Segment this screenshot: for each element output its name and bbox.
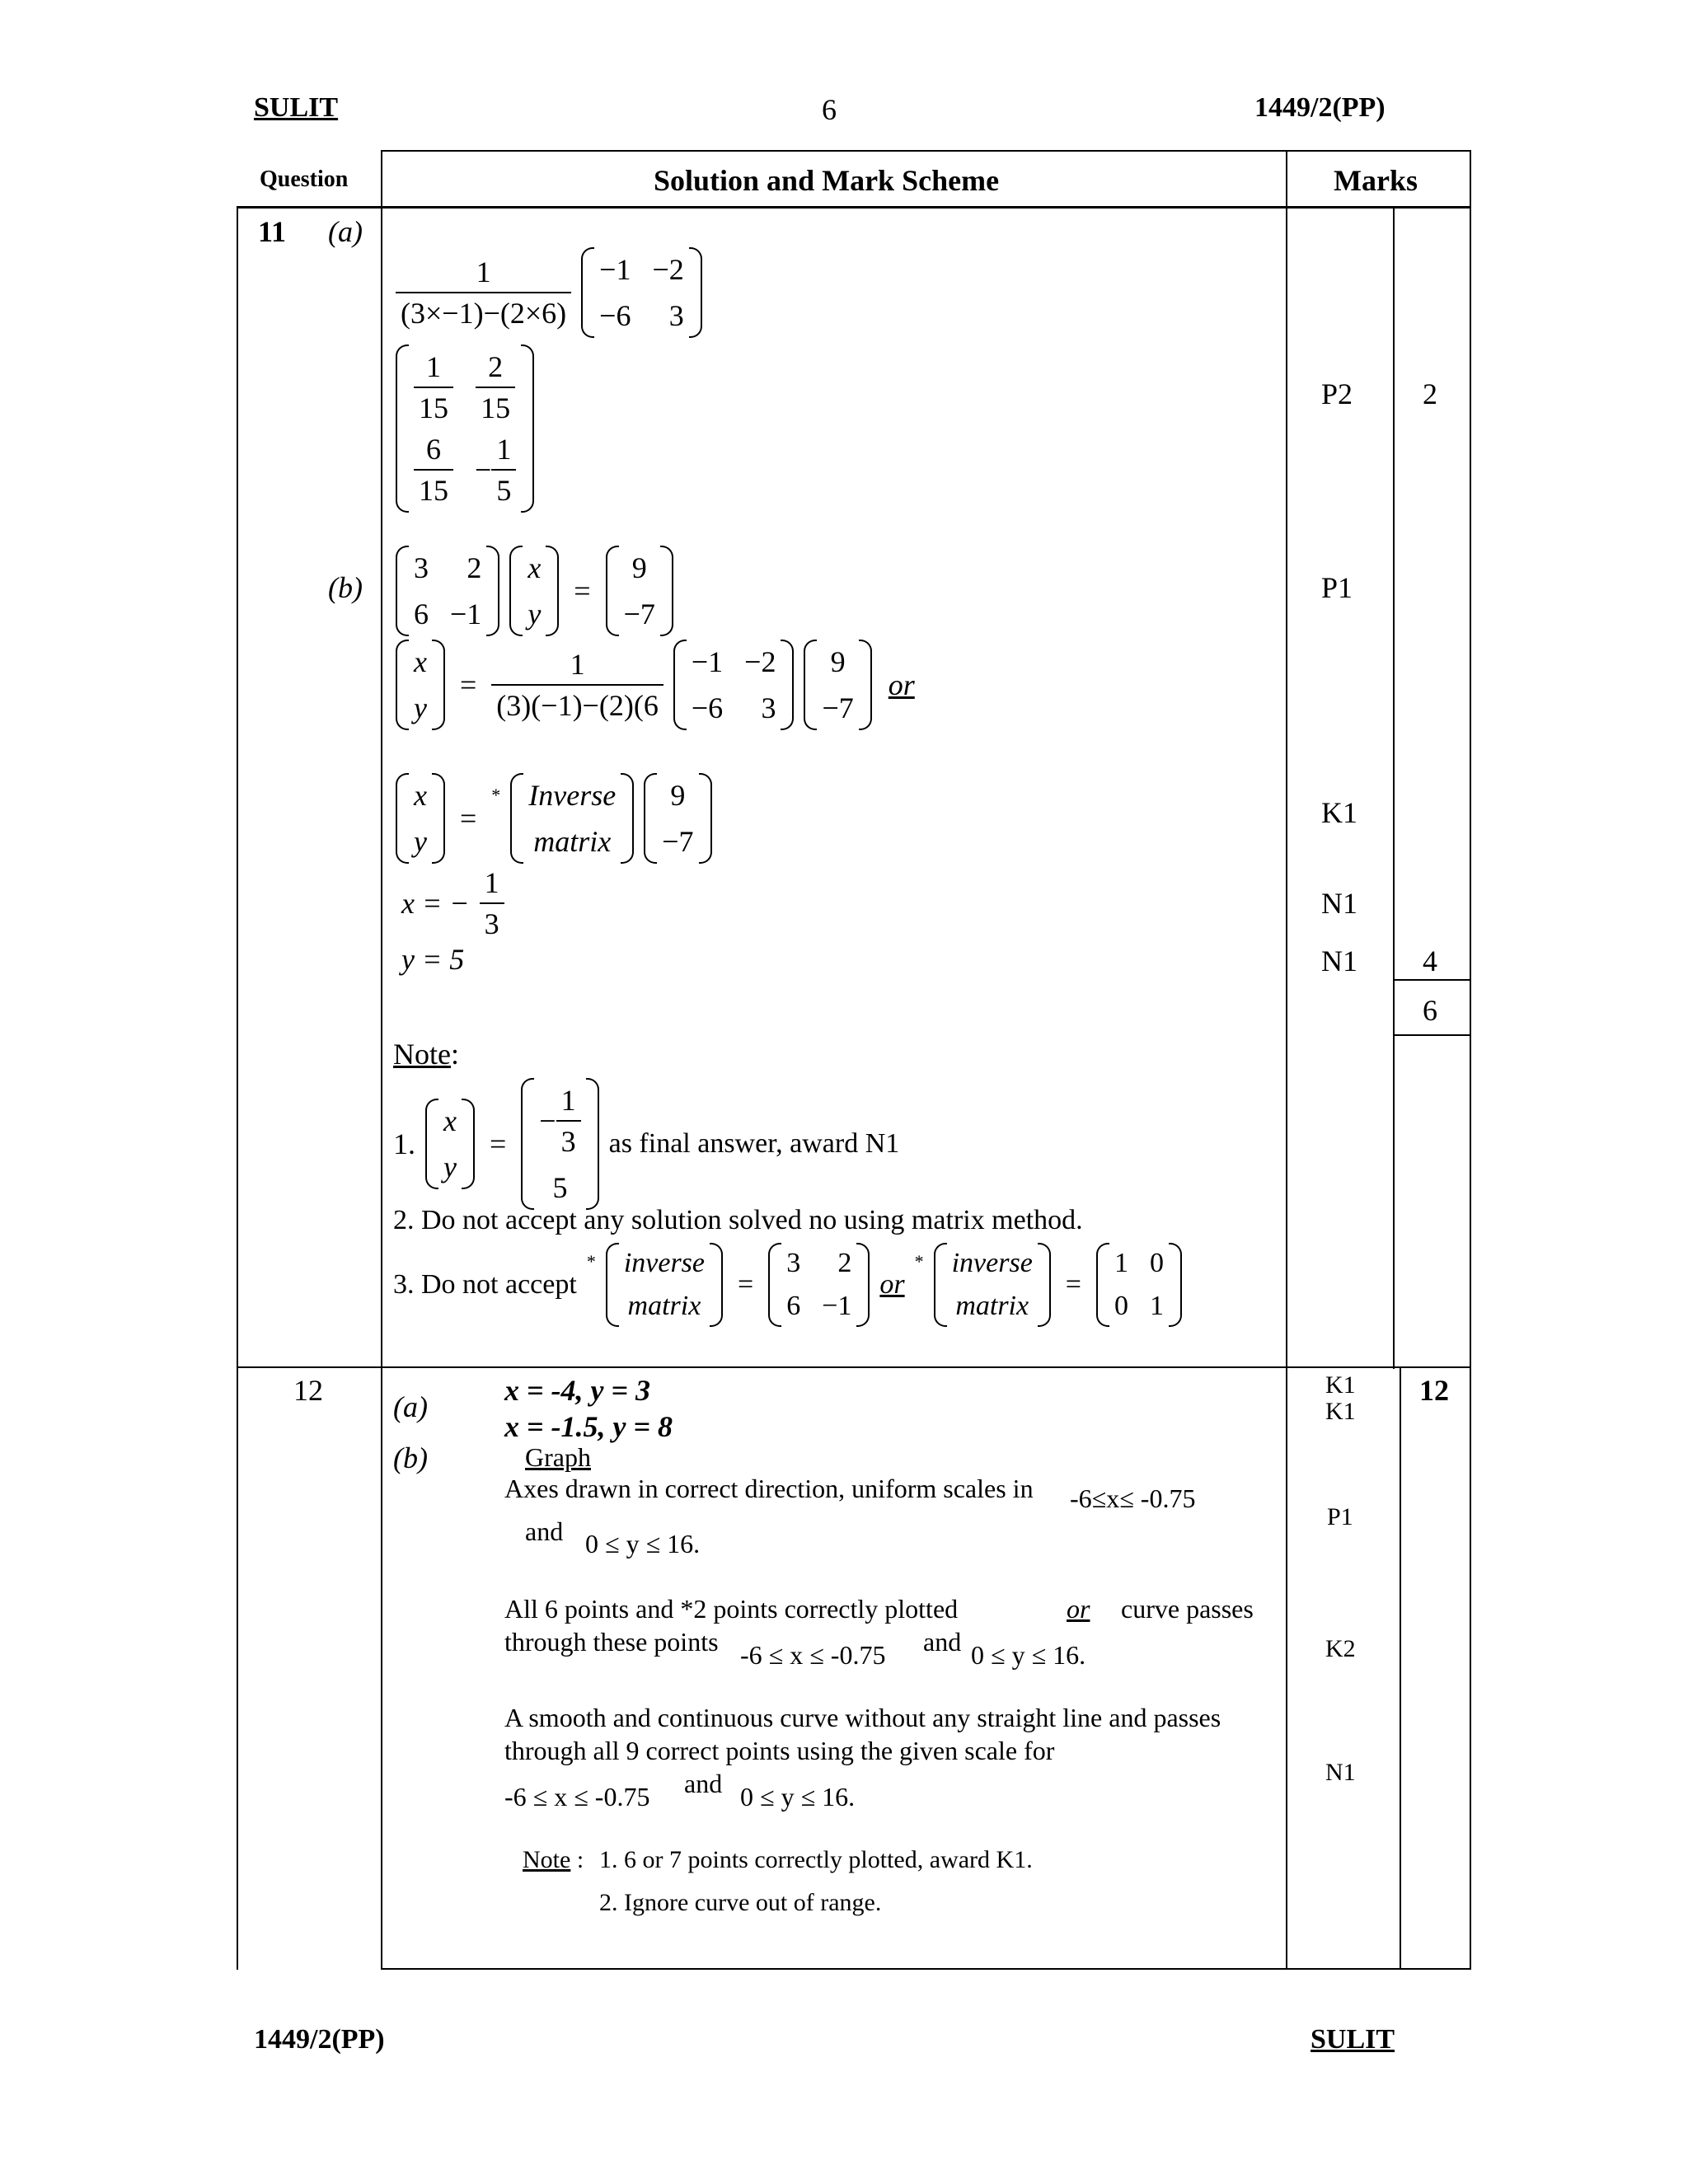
q12-mark-k1-b: K1 <box>1325 1398 1356 1425</box>
q11-mark-p1: P1 <box>1321 571 1353 604</box>
q11a-fraction-den: (3×−1)−(2×6) <box>396 292 571 330</box>
q12b-range-y2: 0 ≤ y ≤ 16. <box>971 1640 1086 1670</box>
q12b-and-2: and <box>923 1627 962 1657</box>
matrix-entry: − $\frac{1}{5}$ <box>475 432 516 508</box>
header-left: SULIT <box>254 92 339 123</box>
matrix-entry: 3 <box>668 299 684 332</box>
q12b-points-text-2: curve passes <box>1121 1594 1254 1624</box>
q11-mark-k1: K1 <box>1321 796 1357 829</box>
q12a-answer-2: x = -1.5, y = 8 <box>504 1410 673 1443</box>
col-question-header: Question <box>260 166 349 192</box>
q12b-graph-label: Graph <box>525 1442 591 1472</box>
q12-number: 12 <box>293 1374 323 1407</box>
matrix-entry: −2 <box>652 253 684 286</box>
q11-note-2: 2. Do not accept any solution solved no using matrix method. <box>393 1205 1083 1235</box>
q11-note-3: 3. Do not accept * inverse matrix = 3 2 6 −1 or * inverse matrix = 1 0 0 1 <box>393 1243 1182 1327</box>
q11a-inverse-formula <box>396 247 702 338</box>
q12-mark-k1-a: K1 <box>1325 1371 1356 1399</box>
q11a-fraction <box>396 255 571 330</box>
q12-note-title: Note : <box>523 1846 584 1873</box>
matrix-entry: −1 <box>599 253 631 286</box>
q12b-range-x3: -6 ≤ x ≤ -0.75 <box>504 1782 650 1811</box>
q12b-and-3: and <box>684 1769 723 1798</box>
matrix-entry: $\frac{2}{15}$ <box>476 349 515 425</box>
q11b-constant-vector: 9 −7 <box>606 546 673 636</box>
q11b-coefficient-matrix: 3 2 6 −1 <box>396 546 499 636</box>
q12-part-b-label: (b) <box>393 1441 428 1474</box>
q11b-variable-vector: x y <box>509 546 559 636</box>
q11b-inverse-equation: x y = * Inverse matrix 9 −7 <box>396 773 712 864</box>
q11b-inverse-matrix-placeholder: Inverse matrix <box>510 773 634 864</box>
header-right: 1449/2(PP) <box>1254 92 1386 123</box>
q12-mark-p1: P1 <box>1327 1503 1353 1530</box>
q12b-range-x: -6≤x≤ -0.75 <box>1070 1483 1196 1513</box>
q12-part-a-label: (a) <box>393 1390 428 1423</box>
q11-mark-total: 6 <box>1423 994 1437 1027</box>
q11-mark-n1-y: N1 <box>1321 944 1357 977</box>
q12b-and-1: and <box>525 1516 564 1546</box>
q11b-or: or <box>888 668 915 701</box>
q12b-range-y3: 0 ≤ y ≤ 16. <box>740 1782 856 1811</box>
q12b-or: or <box>1067 1594 1090 1624</box>
q12-note-1: 1. 6 or 7 points correctly plotted, award K1. <box>599 1846 1033 1873</box>
q11b-y-answer: y = 5 <box>401 943 465 976</box>
footer-left: 1449/2(PP) <box>254 2024 385 2055</box>
q11-part-b-label: (b) <box>328 571 363 604</box>
q11b-adjoint-matrix: −1 −2 −6 3 <box>673 640 795 730</box>
q12-mark-n1: N1 <box>1325 1759 1356 1786</box>
q11-mark-subtotal: 4 <box>1423 944 1437 977</box>
col-solution-header: Solution and Mark Scheme <box>654 164 1000 197</box>
q11b-matrix-equation: 3 2 6 −1 x y = 9 −7 <box>396 546 673 636</box>
q12b-range-y: 0 ≤ y ≤ 16. <box>585 1529 701 1558</box>
q12b-curve-text-2: through all 9 correct points using the given scale for <box>504 1736 1055 1765</box>
q11a-adjoint-matrix <box>581 247 702 338</box>
footer-right: SULIT <box>1311 2024 1395 2055</box>
matrix-entry: −6 <box>599 299 631 332</box>
col-marks-header: Marks <box>1334 164 1418 197</box>
q11-note-1: 1. x y = − $\frac{1}{3}$ 5 as final answer, award N1 <box>393 1078 899 1210</box>
q11-mark-n1-x: N1 <box>1321 887 1357 920</box>
q11-number: 11 <box>258 215 287 248</box>
page-number: 6 <box>822 93 837 126</box>
q11a-inverse-matrix <box>396 344 534 513</box>
matrix-entry: $\frac{1}{15}$ <box>414 349 453 425</box>
q12-note-2: 2. Ignore curve out of range. <box>599 1889 882 1916</box>
q12b-axes-text: Axes drawn in correct direction, uniform scales in <box>504 1474 1034 1503</box>
matrix-entry: $\frac{6}{15}$ <box>414 432 453 508</box>
q11-part-a-label: (a) <box>328 215 363 248</box>
q11-note-title: Note: <box>393 1038 459 1071</box>
q11b-constant-vector-3: 9 −7 <box>644 773 711 864</box>
q11a-inverse-result <box>396 344 534 513</box>
q11-mark-p2: P2 <box>1321 377 1353 410</box>
q12b-curve-text-1: A smooth and continuous curve without any straight line and passes <box>504 1703 1221 1732</box>
q11b-fraction: $\frac{1}{(3)(-1)-(2)(6}$ <box>491 647 663 723</box>
q11b-variable-vector-2: x y <box>396 640 445 730</box>
q11b-constant-vector-2: 9 −7 <box>804 640 871 730</box>
q12b-points-text-1: All 6 points and *2 points correctly plotted <box>504 1594 959 1624</box>
q11-mark-p2-total: 2 <box>1423 377 1437 410</box>
q11a-fraction-num: 1 <box>476 255 491 288</box>
q11b-x-answer: x = − $\frac{1}{3}$ <box>401 865 504 941</box>
q12-mark-k2: K2 <box>1325 1635 1356 1662</box>
q12b-points-text-3: through these points <box>504 1627 719 1657</box>
q12a-answer-1: x = -4, y = 3 <box>504 1374 650 1407</box>
q12b-range-x2: -6 ≤ x ≤ -0.75 <box>740 1640 886 1670</box>
q11b-variable-vector-3: x y <box>396 773 445 864</box>
q11b-solution-formula: x y = $\frac{1}{(3)(-1)-(2)(6}$ −1 −2 −6 3 9 −7 or <box>396 640 915 730</box>
q12-mark-total: 12 <box>1419 1374 1449 1407</box>
